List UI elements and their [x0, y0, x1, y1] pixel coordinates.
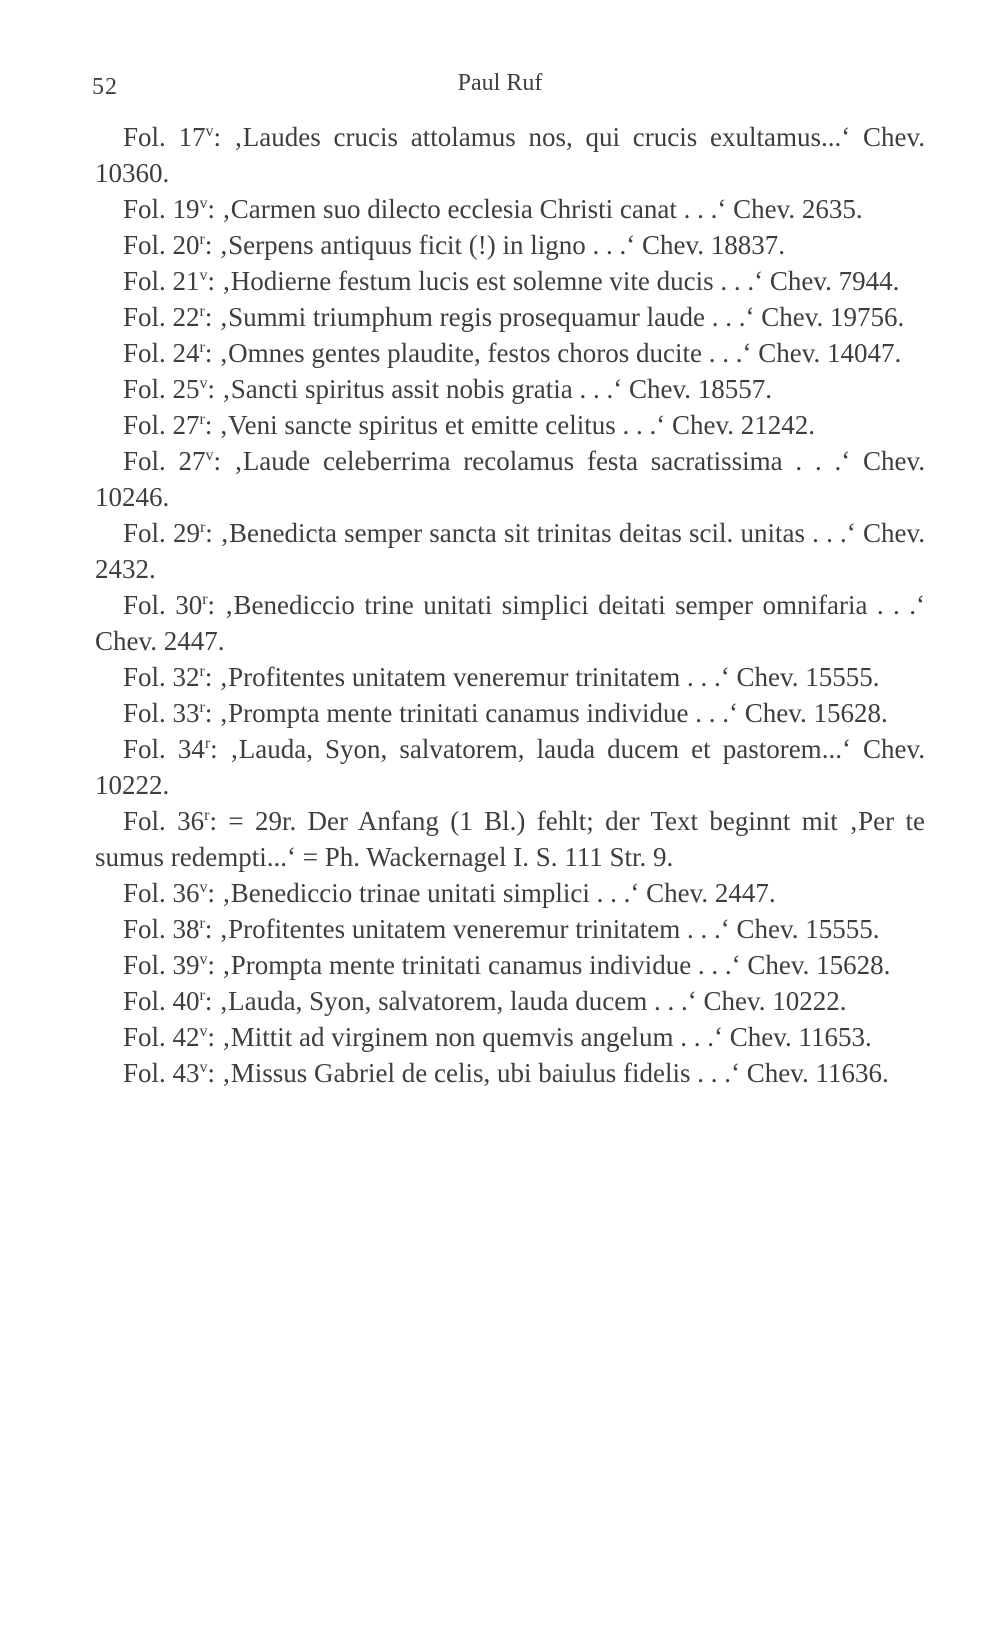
folio-label: Fol. 29 — [123, 518, 200, 548]
list-item — [95, 731, 925, 803]
list-item — [95, 875, 925, 911]
folio-side: v — [199, 267, 208, 284]
folio-label: Fol. 36 — [123, 806, 205, 836]
entry-text: : ‚Carmen suo dilecto ecclesia Christi canat . . .‘ Chev. 2635. — [207, 194, 863, 224]
folio-side: v — [199, 879, 208, 896]
folio-side: r — [199, 519, 206, 536]
folio-side: v — [199, 951, 208, 968]
folio-side: v — [205, 123, 214, 140]
list-item — [95, 659, 925, 695]
folio-side: r — [199, 231, 205, 248]
folio-label: Fol. 24 — [123, 338, 200, 368]
entry-text: : ‚Prompta mente trinitati canamus individue . . .‘ Chev. 15628. — [204, 698, 888, 728]
list-item — [95, 119, 925, 191]
folio-label: Fol. 43 — [123, 1058, 200, 1088]
folio-side: r — [199, 915, 205, 932]
folio-label: Fol. 30 — [123, 590, 203, 620]
folio-label: Fol. 34 — [123, 734, 205, 764]
entry-text: : ‚Mittit ad virginem non quemvis angelum . . .‘ Chev. 11653. — [207, 1022, 872, 1052]
entry-text: : ‚Laudes crucis attolamus nos, qui crucis exultamus...‘ Chev. 10360. — [95, 122, 925, 188]
entry-text: : ‚Serpens antiquus ficit (!) in ligno . . .‘ Chev. 18837. — [204, 230, 786, 260]
entry-list — [95, 119, 925, 1091]
folio-side: r — [199, 411, 205, 428]
list-item — [95, 1019, 925, 1055]
folio-label: Fol. 19 — [123, 194, 200, 224]
folio-label: Fol. 42 — [123, 1022, 200, 1052]
entry-text: : ‚Benediccio trinae unitati simplici . . .‘ Chev. 2447. — [207, 878, 776, 908]
folio-side: r — [204, 807, 210, 824]
list-item — [95, 335, 925, 371]
folio-side: r — [199, 303, 205, 320]
entry-text: : ‚Sancti spiritus assit nobis gratia . . .‘ Chev. 18557. — [207, 374, 772, 404]
folio-label: Fol. 36 — [123, 878, 200, 908]
list-item — [95, 371, 925, 407]
folio-side: r — [199, 339, 205, 356]
list-item — [95, 1055, 925, 1091]
folio-side: v — [205, 447, 214, 464]
folio-label: Fol. 27 — [123, 446, 206, 476]
entry-text: : ‚Benedicta semper sancta sit trinitas deitas scil. unitas . . .‘ Chev. 2432. — [95, 518, 925, 584]
entry-text: : ‚Lauda, Syon, salvatorem, lauda ducem et pastorem...‘ Chev. 10222. — [95, 734, 925, 800]
list-item — [95, 803, 925, 875]
list-item — [95, 587, 925, 659]
folio-side: v — [199, 1059, 208, 1076]
list-item — [95, 947, 925, 983]
entry-text: : ‚Profitentes unitatem veneremur trinitatem . . .‘ Chev. 15555. — [204, 914, 880, 944]
list-item — [95, 695, 925, 731]
folio-side: v — [199, 375, 208, 392]
running-head: Paul Ruf — [457, 70, 543, 96]
entry-text: : = 29r. Der Anfang (1 Bl.) fehlt; der Text beginnt mit ‚Per te sumus redempti...‘ = Ph. Wackernagel I. S. 111 Str. 9. — [95, 806, 925, 872]
list-item — [95, 263, 925, 299]
list-item — [95, 983, 925, 1019]
entry-text: : ‚Veni sancte spiritus et emitte celitus . . .‘ Chev. 21242. — [204, 410, 815, 440]
folio-side: r — [202, 591, 208, 608]
entry-text: : ‚Missus Gabriel de celis, ubi baiulus fidelis . . .‘ Chev. 11636. — [207, 1058, 889, 1088]
list-item — [95, 443, 925, 515]
list-item — [95, 407, 925, 443]
list-item — [95, 299, 925, 335]
folio-label: Fol. 22 — [123, 302, 200, 332]
folio-side: r — [199, 663, 205, 680]
entry-text: : ‚Lauda, Syon, salvatorem, lauda ducem . . .‘ Chev. 10222. — [204, 986, 847, 1016]
folio-label: Fol. 27 — [123, 410, 200, 440]
entry-text: : ‚Hodierne festum lucis est solemne vite ducis . . .‘ Chev. 7944. — [207, 266, 900, 296]
folio-label: Fol. 33 — [123, 698, 200, 728]
list-item — [95, 515, 925, 587]
folio-label: Fol. 17 — [123, 122, 206, 152]
entry-text: : ‚Prompta mente trinitati canamus individue . . .‘ Chev. 15628. — [207, 950, 891, 980]
list-item — [95, 227, 925, 263]
page-number: 52 — [92, 74, 118, 100]
folio-side: v — [199, 1023, 208, 1040]
folio-label: Fol. 20 — [123, 230, 200, 260]
folio-label: Fol. 32 — [123, 662, 200, 692]
folio-label: Fol. 38 — [123, 914, 200, 944]
folio-label: Fol. 25 — [123, 374, 200, 404]
list-item — [95, 911, 925, 947]
entry-text: : ‚Laude celeberrima recolamus festa sacratissima . . .‘ Chev. 10246. — [95, 446, 925, 512]
entry-text: : ‚Benediccio trine unitati simplici deitati semper omnifaria . . .‘ Chev. 2447. — [95, 590, 925, 656]
folio-side: r — [204, 735, 211, 752]
folio-side: v — [199, 195, 208, 212]
folio-side: r — [199, 987, 205, 1004]
folio-label: Fol. 39 — [123, 950, 200, 980]
entry-text: : ‚Profitentes unitatem veneremur trinitatem . . .‘ Chev. 15555. — [204, 662, 880, 692]
list-item — [95, 191, 925, 227]
folio-label: Fol. 40 — [123, 986, 200, 1016]
entry-text: : ‚Summi triumphum regis prosequamur laude . . .‘ Chev. 19756. — [204, 302, 905, 332]
folio-side: r — [199, 699, 205, 716]
folio-label: Fol. 21 — [123, 266, 200, 296]
entry-text: : ‚Omnes gentes plaudite, festos choros ducite . . .‘ Chev. 14047. — [204, 338, 902, 368]
